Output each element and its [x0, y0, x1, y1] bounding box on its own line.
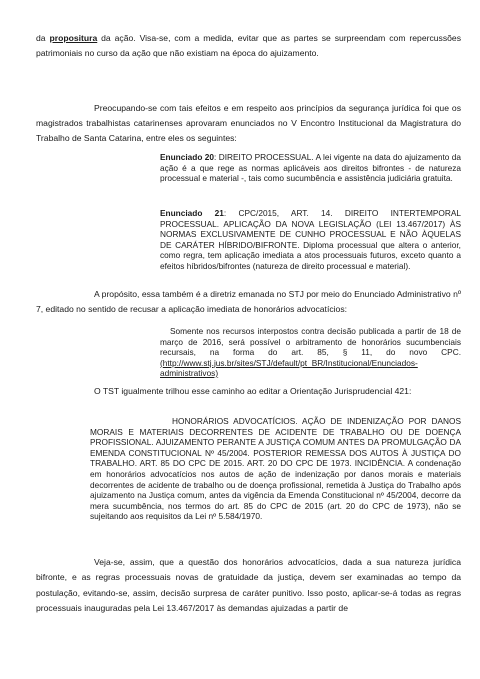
paragraph-conclusao: Veja-se, assim, que a questão dos honorários advocatícios, dada a sua natureza jurídica bifronte, e as regras processuais novas de gratuidade da justiça, devem ser examinadas ao tempo da postulação, evitando-se, assim, decisão surpresa de caráter punitivo. Isso posto, aplicar-se-á todas as regras processuais inauguradas pela Lei 13.467/2017 às demandas ajuizadas a partir de [36, 557, 461, 613]
paragraph-seguranca-juridica: Preocupando-se com tais efeitos e em respeito aos princípios da segurança jurídica foi que os magistrados trabalhistas catarinenses aprovaram enunciados no V Encontro Institucional da Magistratura do Trabalho de Santa Catarina, entre eles os seguintes: [36, 103, 461, 143]
quote-enunciado-20 [160, 152, 461, 184]
paragraph-propositura-end: da ação. Visa-se, com a medida, evitar que as partes se surpreendam com repercussões patrimoniais no curso da ação que não existiam na época do ajuizamento. [36, 33, 461, 58]
paragraph-propositura-start: da [36, 33, 50, 43]
enunciado-20-text: : DIREITO PROCESSUAL. A lei vigente na data do ajuizamento da ação é a que rege as normas aplicáveis aos direitos bifrontes - de natureza processual e material -, tais como sucumbência e assistência judiciária gratuita. [160, 152, 461, 183]
enunciado-21-title: Enunciado 21 [160, 208, 224, 218]
propositura-emphasis: propositura [49, 33, 98, 43]
paragraph-stj: A propósito, essa também é a diretriz emanada no STJ por meio do Enunciado Administrativo nº 7, editado no sentido de recusar a aplicação imediata de honorários advocatícios: [36, 289, 461, 314]
quote-enunciado-21 [160, 208, 461, 271]
quote-oj-421: HONORÁRIOS ADVOCATÍCIOS. AÇÃO DE INDENIZAÇÃO POR DANOS MORAIS E MATERIAIS DECORRENTES DE ACIDENTE DE TRABALHO OU DE DOENÇA PROFISSIONAL. AJUIZAMENTO PERANTE A JUSTIÇA COMUM ANTES DA PROMULGAÇÃO DA EMENDA CONSTITUCIONAL Nº 45/2004. POSTERIOR REMESSA DOS AUTOS À JUSTIÇA DO TRABALHO. ART. 85 DO CPC DE 2015. ART. 20 DO CPC DE 1973. INCIDÊNCIA. A condenação em honorários advocatícios nos autos de ação de indenização por danos morais e materiais decorrentes de acidente de trabalho ou de doença profissional, remetida à Justiça do Trabalho após ajuizamento na Justiça comum, antes da vigência da Emenda Constitucional nº 45/2004, decorre da mera sucumbência, nos termos do art. 85 do CPC de 2015 (art. 20 do CPC de 1973), não se sujeitando aos requisitos da Lei nº 5.584/1970. [90, 416, 461, 522]
enunciado-21-text: : CPC/2015, ART. 14. DIREITO INTERTEMPORAL PROCESSUAL. APLICAÇÃO DA NOVA LEGISLAÇÃO (LEI 13.467/2017) ÀS NORMAS EXCLUSIVAMENTE DE CUNHO PROCESSUAL E NÃO ÀQUELAS DE CARÁTER HÍBRIDO/BIFRONTE. Diploma processual que altera o anterior, como regra, tem aplicação imediata a atos processuais futuros, exceto quanto a efeitos híbridos/bifrontes (natureza de direito processual e material). [160, 208, 461, 271]
stj-enunciado-text: Somente nos recursos interpostos contra decisão publicada a partir de 18 de março de 2016, será possível o arbitramento de honorários sucumbenciais recursais, na forma do art. 85, § 11, do novo CPC. [160, 326, 461, 357]
stj-enunciado-link[interactable]: (http://www.stj.jus.br/sites/STJ/default/pt_BR/Institucional/Enunciados-administrativos) [160, 357, 418, 378]
paragraph-tst: O TST igualmente trilhou esse caminho ao editar a Orientação Jurisprudencial 421: [94, 386, 412, 396]
enunciado-20-title: Enunciado 20 [160, 152, 215, 162]
paragraph-propositura [36, 31, 461, 61]
quote-stj-enunciado [160, 326, 461, 379]
